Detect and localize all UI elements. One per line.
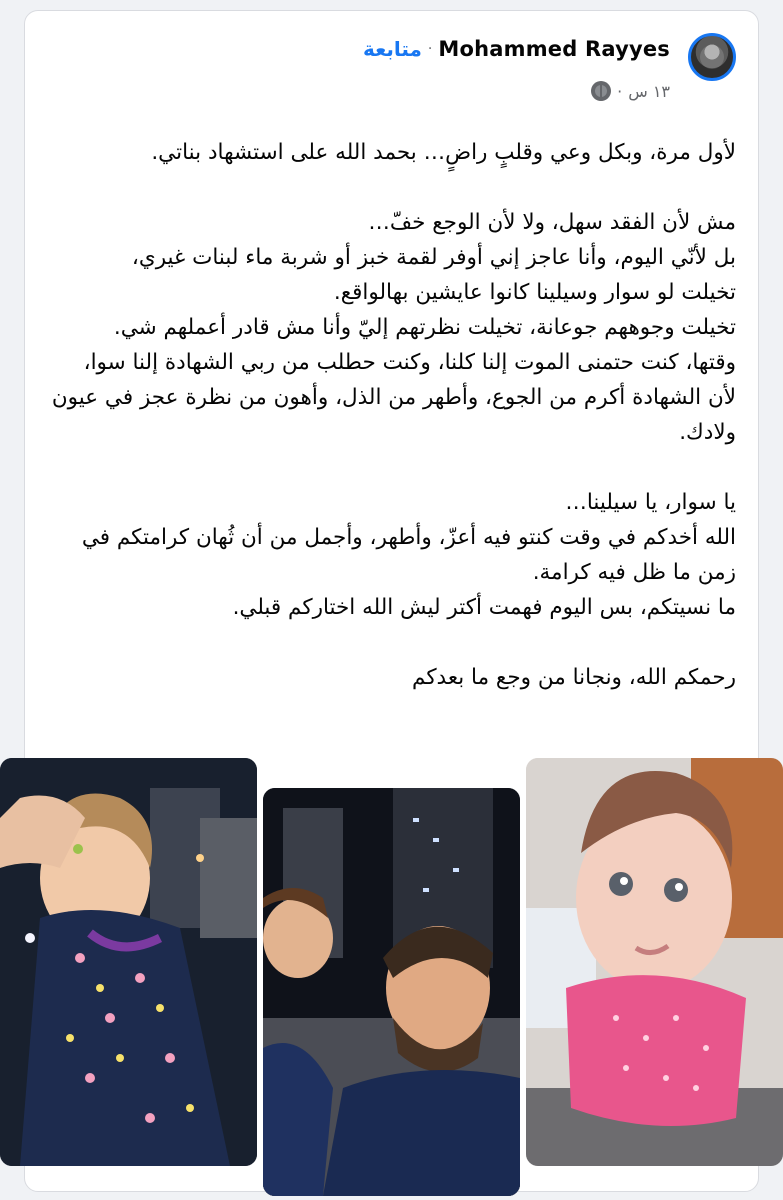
separator-dot: · xyxy=(427,41,433,57)
meta-separator: · xyxy=(617,81,623,101)
post-line: وقتها، كنت حتمنى الموت إلنا كلنا، وكنت حطلب من ربي الشهادة إلنا سوا، xyxy=(83,350,736,375)
author-name[interactable]: Mohammed Rayyes xyxy=(438,37,670,61)
post-timestamp[interactable]: ١٣ س xyxy=(628,81,670,101)
post-paragraph xyxy=(49,660,736,695)
photo-baby-girl-image xyxy=(526,758,783,1166)
post-paragraph xyxy=(49,485,736,625)
photo-girl-eating-image xyxy=(0,758,257,1166)
post-line: بل لأنّي اليوم، وأنا عاجز إني أوفر لقمة خبز أو شربة ماء لبنات غيري، xyxy=(131,245,736,270)
post-line: رحمكم الله، ونجانا من وجع ما بعدكم xyxy=(412,665,736,690)
post-paragraph xyxy=(49,205,736,450)
post-line: ما نسيتكم، بس اليوم فهمت أكتر ليش الله اختاركم قبلي. xyxy=(232,595,736,620)
photo-father-daughter[interactable] xyxy=(263,788,520,1196)
post-line: لأول مرة، وبكل وعي وقلبٍ راضٍ… بحمد الله على استشهاد بناتي. xyxy=(151,140,736,165)
post-text xyxy=(49,135,736,695)
post-paragraph xyxy=(49,135,736,170)
post-line: تخيلت لو سوار وسيلينا كانوا عايشين بهالواقع. xyxy=(333,280,736,305)
follow-button[interactable]: متابعة xyxy=(362,37,422,61)
post-header xyxy=(25,11,758,121)
post-line: تخيلت وجوههم جوعانة، تخيلت نظرتهم إليّ وأنا مش قادر أعملهم شي. xyxy=(113,315,736,340)
photo-girl-eating[interactable] xyxy=(0,758,257,1166)
post-line: يا سوار، يا سيلينا… xyxy=(565,490,736,515)
author-row xyxy=(363,37,670,61)
post-meta xyxy=(591,81,670,101)
post-line: مش لأن الفقد سهل، ولا لأن الوجع خفّ… xyxy=(368,210,736,235)
post-line: الله أخدكم في وقت كنتو فيه أعزّ، وأطهر، وأجمل من أن ثُهان كرامتكم في زمن ما ظل فيه كرامة. xyxy=(81,525,736,585)
photo-father-daughter-image xyxy=(263,788,520,1196)
photo-baby-girl[interactable] xyxy=(526,758,783,1166)
avatar[interactable] xyxy=(688,33,736,81)
photo-grid xyxy=(0,758,783,1200)
globe-icon xyxy=(591,81,611,101)
post-line: لأن الشهادة أكرم من الجوع، وأطهر من الذل، وأهون من نظرة عجز في عيون ولادك. xyxy=(51,385,736,445)
